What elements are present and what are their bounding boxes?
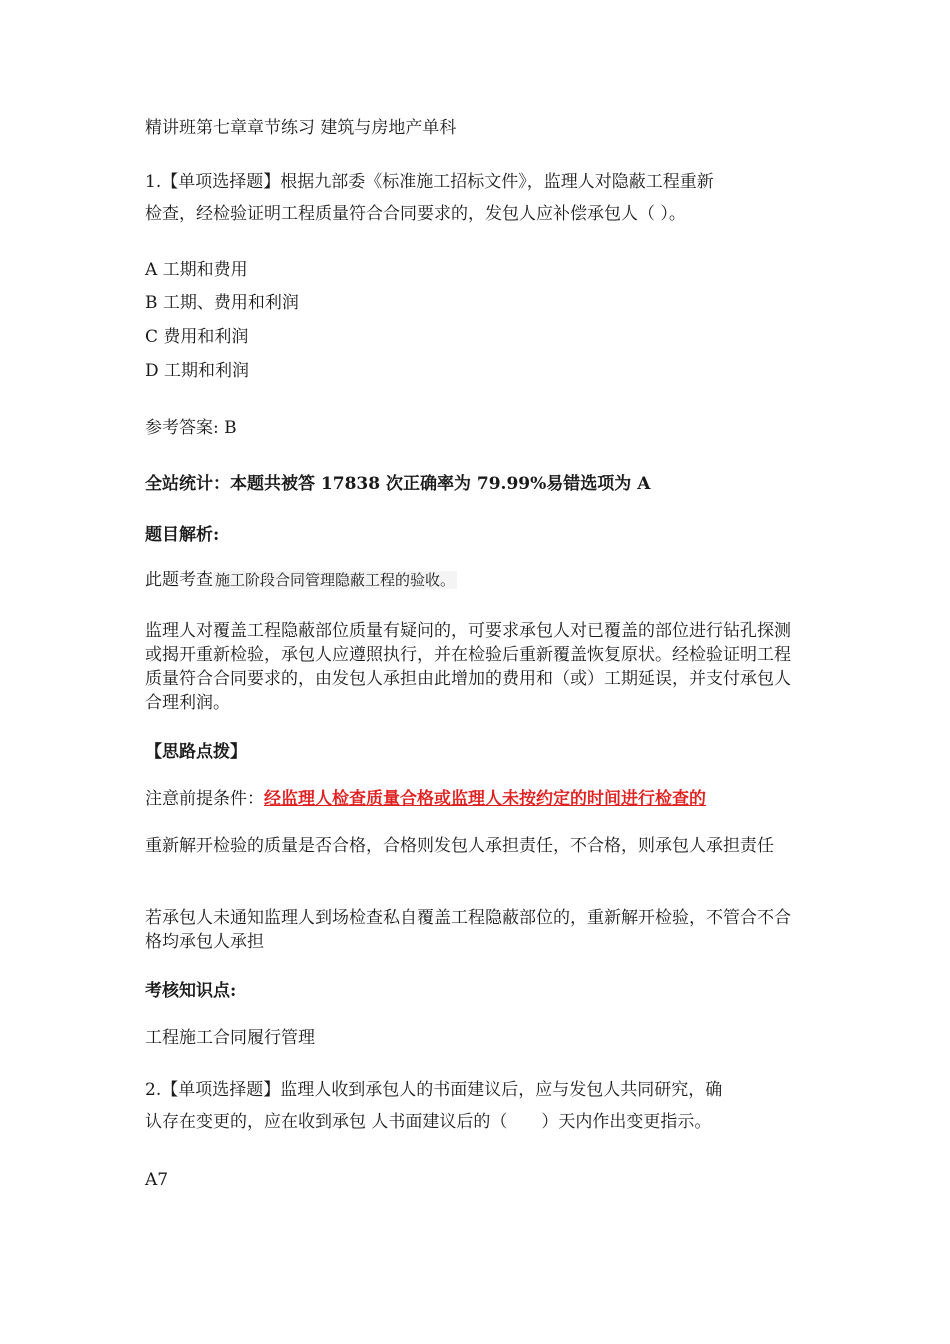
question-1-option-d: D 工期和利润 bbox=[145, 361, 250, 381]
question-1-option-c: C 费用和利润 bbox=[145, 327, 249, 347]
analysis-heading: 题目解析: bbox=[145, 525, 220, 545]
tips-paragraph-1: 重新解开检验的质量是否合格，合格则发包人承担责任，不合格，则承包人承担责任 bbox=[145, 836, 774, 856]
question-1-stem-line-2: 检查，经检验证明工程质量符合合同要求的，发包人应补偿承包人（ ）。 bbox=[145, 204, 686, 224]
question-1-answer: 参考答案: B bbox=[145, 418, 237, 438]
document-title: 精讲班第七章章节练习 建筑与房地产单科 bbox=[145, 118, 457, 138]
tips-precondition bbox=[145, 787, 706, 811]
question-2-stem-line-1: 2.【单项选择题】监理人收到承包人的书面建议后，应与发包人共同研究，确 bbox=[145, 1080, 723, 1100]
tips-emphasis: 经监理人检查质量合格或监理人未按约定的时间进行检查的 bbox=[264, 789, 706, 809]
tips-prefix: 注意前提条件： bbox=[145, 789, 264, 809]
knowledge-point: 工程施工合同履行管理 bbox=[145, 1028, 315, 1048]
analysis-prefix: 此题考查 bbox=[145, 570, 213, 590]
tips-heading: 【思路点拨】 bbox=[145, 742, 247, 762]
analysis-intro bbox=[145, 568, 457, 592]
question-1-stem-line-1: 1.【单项选择题】根据九部委《标准施工招标文件》，监理人对隐蔽工程重新 bbox=[145, 172, 714, 192]
question-1-option-b: B 工期、费用和利润 bbox=[145, 293, 299, 313]
knowledge-heading: 考核知识点: bbox=[145, 981, 237, 1001]
question-1-option-a: A 工期和费用 bbox=[145, 260, 248, 280]
question-2-stem-line-2: 认存在变更的，应在收到承包 人书面建议后的（ ）天内作出变更指示。 bbox=[145, 1112, 712, 1132]
tips-paragraph-2: 若承包人未通知监理人到场检查私自覆盖工程隐蔽部位的，重新解开检验，不管合不合格均承包人承担 bbox=[145, 908, 791, 952]
analysis-body: 监理人对覆盖工程隐蔽部位质量有疑问的，可要求承包人对已覆盖的部位进行钻孔探测或揭开重新检验，承包人应遵照执行，并在检验后重新覆盖恢复原状。经检验证明工程质量符合合同要求的，由发包人承担由此增加的费用和（或）工期延误，并支付承包人合理利润。 bbox=[145, 621, 791, 713]
analysis-topic: 施工阶段合同管理隐蔽工程的验收。 bbox=[215, 571, 456, 589]
question-2-option-a: A7 bbox=[145, 1170, 169, 1190]
question-1-stats: 全站统计：本题共被答 17838 次正确率为 79.99%易错选项为 A bbox=[145, 474, 651, 494]
